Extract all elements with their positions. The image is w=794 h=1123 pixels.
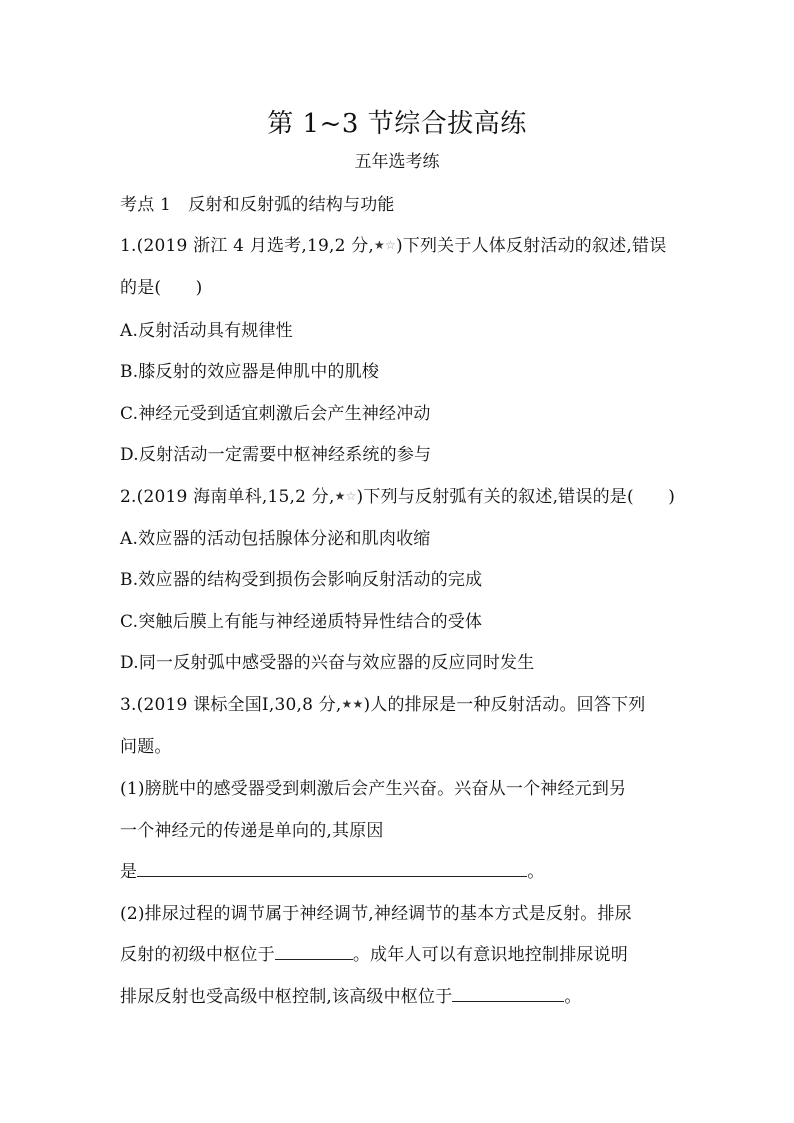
q1-option-d: D.反射活动一定需要中枢神经系统的参与 xyxy=(120,445,432,465)
difficulty-star-outline-icon: ☆ xyxy=(384,238,396,252)
answer-blank-2[interactable] xyxy=(275,942,353,960)
q1-option-b: B.膝反射的效应器是伸肌中的肌梭 xyxy=(120,362,380,382)
q3-stem-line-1 xyxy=(120,690,645,715)
q1-option-a: A.反射活动具有规律性 xyxy=(120,321,293,341)
q2-stem-a: 2.(2019 海南单科,15,2 分, xyxy=(120,487,335,507)
q2-stem xyxy=(120,482,675,507)
q1-option-c: C.神经元受到适宜刺激后会产生神经冲动 xyxy=(120,404,431,424)
q3-part1-end: 。 xyxy=(527,862,545,882)
q1-stem-line-2: 的是( ) xyxy=(120,278,203,298)
q3-part2-text-b: 。成年人可以有意识地控制排尿说明 xyxy=(352,945,629,965)
q3-stem-line-2: 问题。 xyxy=(120,737,172,757)
q3-part2-line-1: (2)排尿过程的调节属于神经调节,神经调节的基本方式是反射。排尿 xyxy=(120,904,632,924)
q3-part1-line-1: (1)膀胱中的感受器受到刺激后会产生兴奋。兴奋从一个神经元到另 xyxy=(120,779,627,799)
q3-part1-prefix: 是 xyxy=(120,862,138,882)
answer-blank-1[interactable] xyxy=(137,859,527,877)
difficulty-star-icon: ★ xyxy=(341,697,353,711)
q3-stem-a: 3.(2019 课标全国Ⅰ,30,8 分, xyxy=(120,695,342,715)
difficulty-star-icon: ★ xyxy=(334,489,346,503)
q2-option-d: D.同一反射弧中感受器的兴奋与效应器的反应同时发生 xyxy=(120,653,535,673)
answer-blank-3[interactable] xyxy=(452,984,564,1002)
q2-option-c: C.突触后膜上有能与神经递质特异性结合的受体 xyxy=(120,612,483,632)
q1-stem-a: 1.(2019 浙江 4 月选考,19,2 分, xyxy=(120,236,375,256)
q2-option-b: B.效应器的结构受到损伤会影响反射活动的完成 xyxy=(120,570,483,590)
difficulty-star-outline-icon: ☆ xyxy=(345,489,357,503)
q3-part2-text-d: 。 xyxy=(564,987,582,1007)
difficulty-star-icon: ★ xyxy=(352,697,364,711)
q3-part2-line-3 xyxy=(120,982,582,1007)
q2-stem-b: )下列与反射弧有关的叙述,错误的是( ) xyxy=(356,487,676,507)
difficulty-star-icon: ★ xyxy=(374,238,385,252)
section-heading: 考点 1 反射和反射弧的结构与功能 xyxy=(120,195,395,215)
q3-part1-line-2: 一个神经元的传递是单向的,其原因 xyxy=(120,821,384,841)
q3-part2-text-a: 反射的初级中枢位于 xyxy=(120,945,275,965)
page-title: 第 1~3 节综合拔高练 xyxy=(267,109,527,139)
q3-stem-b: )人的排尿是一种反射活动。回答下列 xyxy=(363,695,646,715)
q3-part2-text-c: 排尿反射也受高级中枢控制,该高级中枢位于 xyxy=(120,987,453,1007)
q3-part2-line-2 xyxy=(120,940,628,965)
q3-part1-line-3 xyxy=(120,857,544,882)
q1-stem-line-1 xyxy=(120,231,666,256)
q2-option-a: A.效应器的活动包括腺体分泌和肌肉收缩 xyxy=(120,529,431,549)
q1-stem-b: )下列关于人体反射活动的叙述,错误 xyxy=(395,236,667,256)
page-subtitle: 五年选考练 xyxy=(354,152,440,172)
